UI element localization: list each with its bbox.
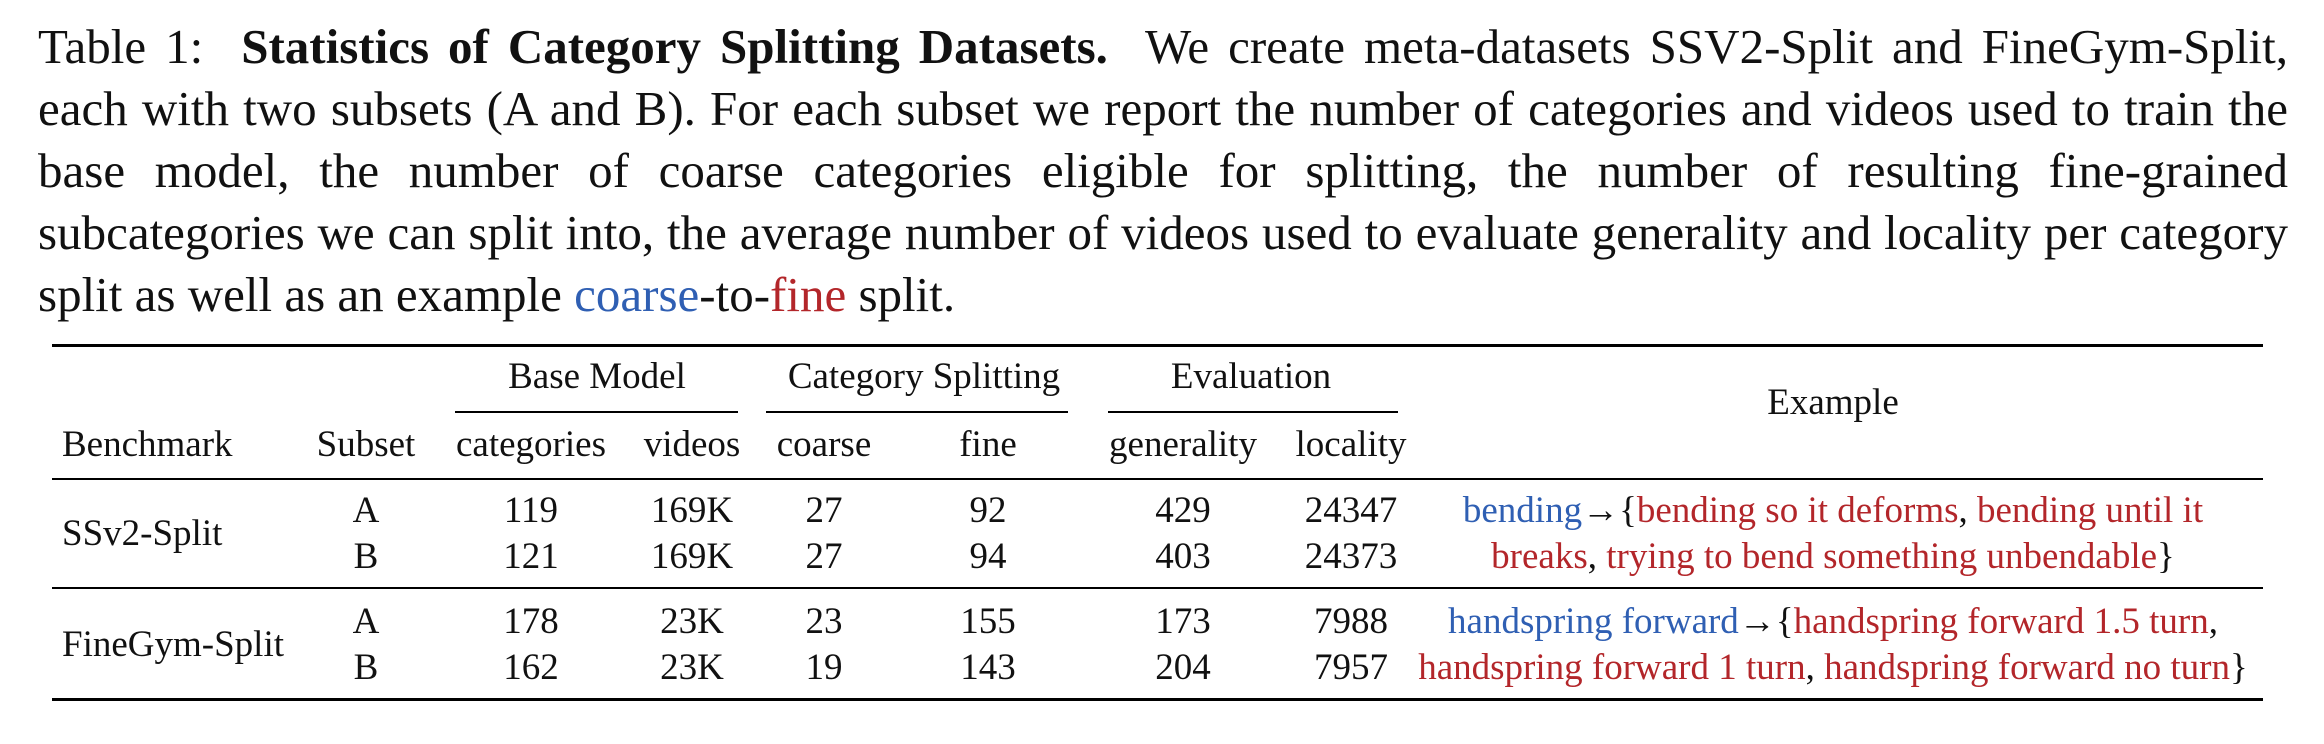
row3-coarse: 23 — [805, 601, 843, 642]
row2-coarse: 27 — [805, 536, 843, 577]
row4-fine: 143 — [960, 647, 1016, 688]
row2-fine: 94 — [969, 536, 1007, 577]
row3-generality: 173 — [1155, 601, 1211, 642]
header-evaluation: Evaluation — [1170, 356, 1332, 397]
row3-videos: 23K — [660, 601, 724, 642]
example-finegym-coarse: handspring forward — [1448, 601, 1739, 642]
row2-generality: 403 — [1155, 536, 1211, 577]
example-ssv2-fine2a: bending until it — [1977, 490, 2204, 531]
row1-subset: A — [352, 490, 380, 531]
top-rule — [52, 344, 2263, 347]
example-finegym-fine1: handspring forward 1.5 turn — [1793, 601, 2209, 642]
header-videos: videos — [643, 424, 741, 465]
row4-locality: 7957 — [1314, 647, 1388, 688]
caption-label: Table 1: — [38, 19, 204, 74]
header-rule — [52, 478, 2263, 480]
header-base-model: Base Model — [508, 356, 686, 397]
caption-to: -to- — [699, 267, 771, 322]
table-caption — [38, 16, 2288, 326]
example-ssv2-arrow: →{ — [1582, 490, 1637, 531]
row3-locality: 7988 — [1314, 601, 1388, 642]
example-finegym-sep1: , — [2208, 601, 2218, 642]
caption-coarse-word: coarse — [574, 267, 700, 322]
category-splitting-cmidrule — [766, 411, 1068, 413]
header-subset: Subset — [316, 424, 416, 465]
caption-end: split. — [846, 267, 956, 322]
row2-locality: 24373 — [1304, 536, 1398, 577]
row1-fine: 92 — [969, 490, 1007, 531]
row3-fine: 155 — [960, 601, 1016, 642]
example-finegym-arrow: →{ — [1738, 601, 1794, 642]
example-finegym-fine3: handspring forward no turn — [1824, 647, 2231, 688]
row3-subset: A — [352, 601, 380, 642]
benchmark-ssv2-split: SSv2-Split — [62, 513, 223, 554]
header-categories: categories — [456, 424, 606, 465]
row1-locality: 24347 — [1304, 490, 1398, 531]
caption-title: Statistics of Category Splitting Datasets. — [241, 19, 1108, 74]
example-ssv2-sep2: , — [1587, 536, 1607, 577]
example-finegym-line2 — [1418, 646, 2248, 690]
example-ssv2-fine1: bending so it deforms — [1636, 490, 1959, 531]
row3-categories: 178 — [503, 601, 559, 642]
row1-coarse: 27 — [805, 490, 843, 531]
example-ssv2-sep1: , — [1958, 490, 1978, 531]
example-finegym-line1 — [1448, 600, 2218, 644]
row2-categories: 121 — [503, 536, 559, 577]
header-locality: locality — [1295, 424, 1407, 465]
row4-generality: 204 — [1155, 647, 1211, 688]
row2-subset: B — [353, 536, 379, 577]
header-generality: generality — [1109, 424, 1257, 465]
header-example: Example — [1767, 382, 1899, 423]
header-fine: fine — [959, 424, 1017, 465]
row4-videos: 23K — [660, 647, 724, 688]
group-rule — [52, 587, 2263, 589]
example-ssv2-fine2b: breaks — [1491, 536, 1588, 577]
row1-videos: 169K — [650, 490, 734, 531]
row4-coarse: 19 — [805, 647, 843, 688]
row2-videos: 169K — [650, 536, 734, 577]
base-model-cmidrule — [455, 411, 738, 413]
example-ssv2-fine3: trying to bend something unbendable — [1606, 536, 2158, 577]
example-finegym-close: } — [2230, 647, 2248, 688]
benchmark-finegym-split: FineGym-Split — [62, 624, 285, 665]
bottom-rule — [52, 698, 2263, 701]
row4-subset: B — [353, 647, 379, 688]
header-benchmark: Benchmark — [62, 424, 233, 465]
example-finegym-sep2: , — [1805, 647, 1825, 688]
example-ssv2-line2 — [1491, 535, 2175, 579]
caption-fine-word: fine — [770, 267, 847, 322]
row4-categories: 162 — [503, 647, 559, 688]
header-category-splitting: Category Splitting — [787, 356, 1061, 397]
header-coarse: coarse — [776, 424, 872, 465]
caption-text: We create meta-datasets SSV2-Split and FineGym-Split, each with two subsets (A and B). For each subset we report the number of categories and videos used to train the base model, the number of coarse categories eligible for splitting, the number of resulting fine-grained subcategories we can split into, the average number of videos used to evaluate generality and locality per category split as well as an example — [38, 19, 2288, 322]
example-ssv2-close: } — [2157, 536, 2175, 577]
row1-categories: 119 — [503, 490, 559, 531]
example-ssv2-line1 — [1463, 489, 2203, 533]
row1-generality: 429 — [1155, 490, 1211, 531]
evaluation-cmidrule — [1108, 411, 1398, 413]
example-ssv2-coarse: bending — [1462, 490, 1583, 531]
example-finegym-fine2: handspring forward 1 turn — [1418, 647, 1806, 688]
